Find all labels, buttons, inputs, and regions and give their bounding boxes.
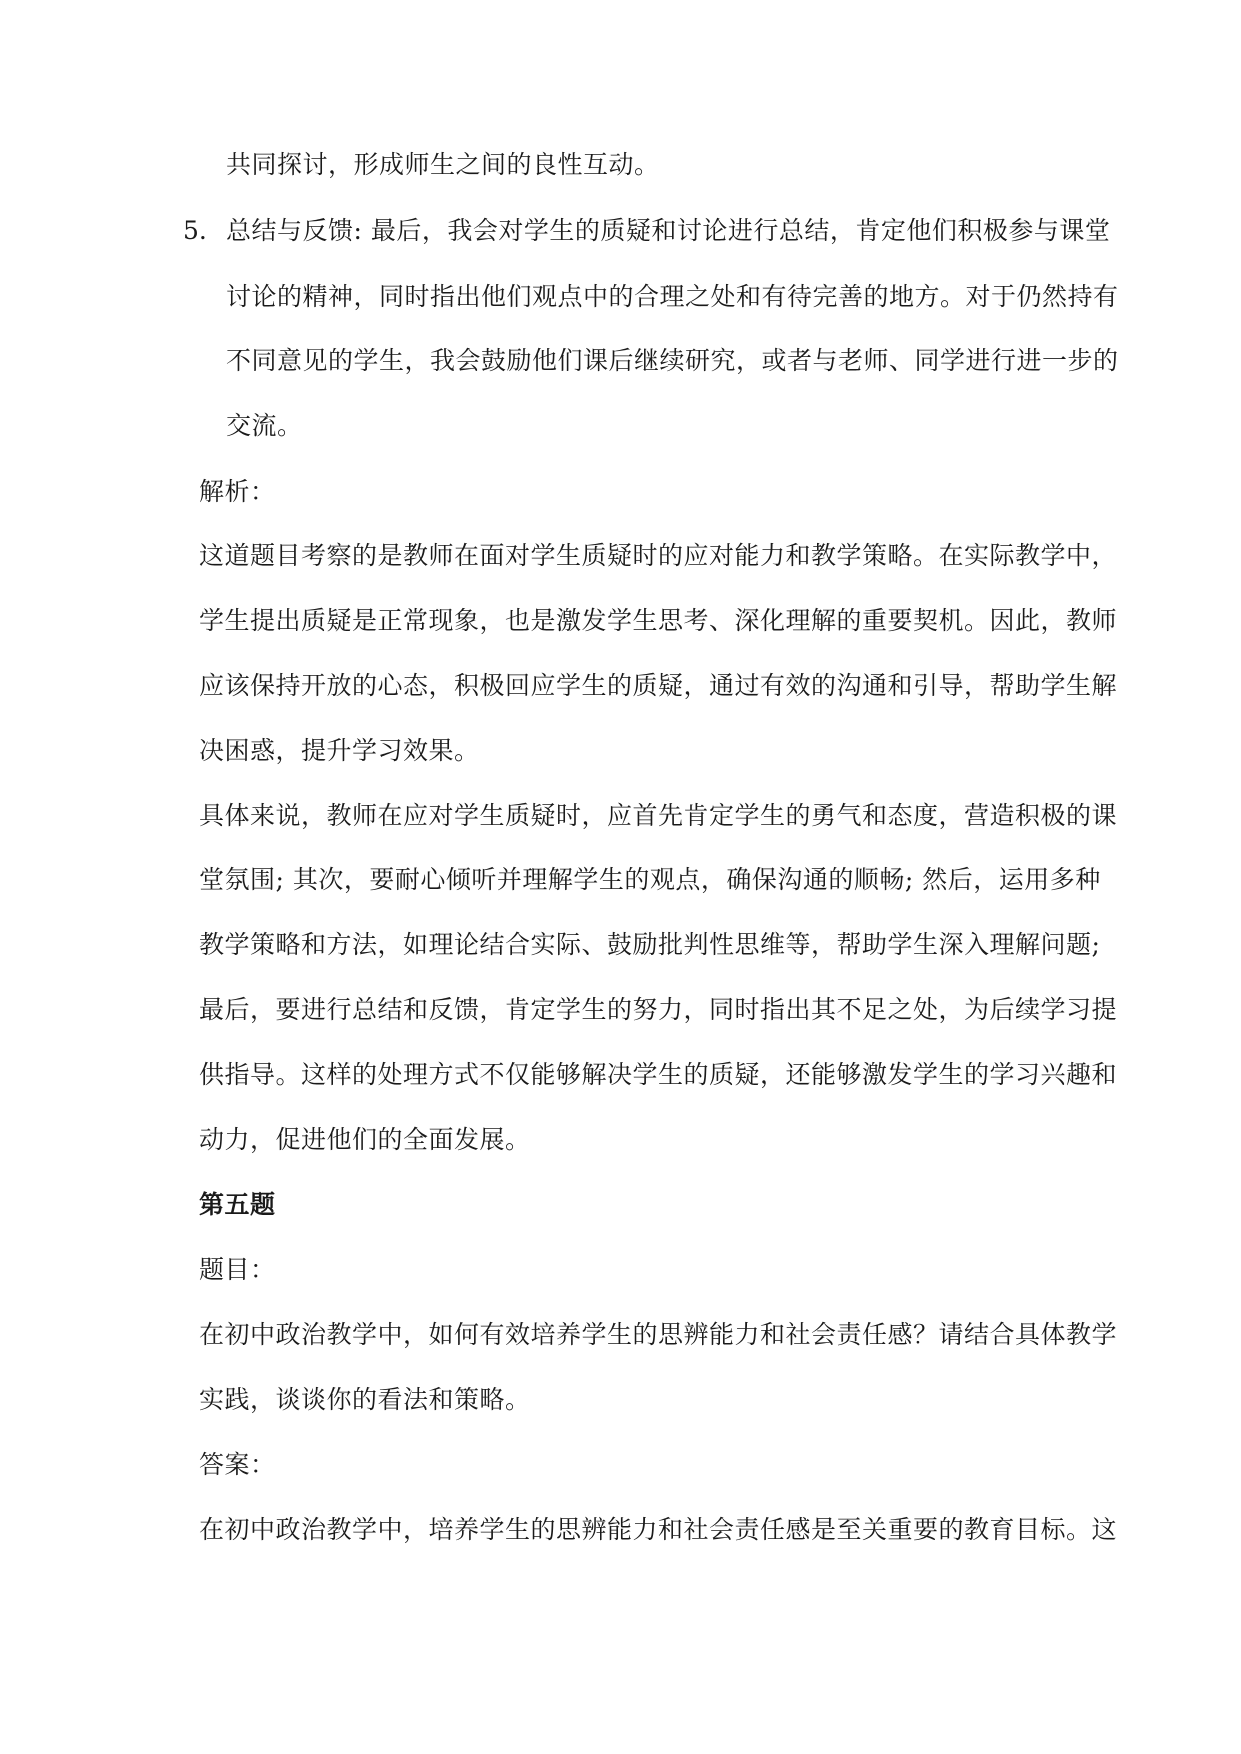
answer-line-1: 在初中政治教学中，培养学生的思辨能力和社会责任感是至关重要的教育目标。这	[199, 1515, 1118, 1544]
analysis-p1-line-4: 决困惑，提升学习效果。	[199, 736, 480, 765]
answer-label: 答案：	[199, 1450, 276, 1479]
analysis-p2-line-1: 具体来说，教师在应对学生质疑时，应首先肯定学生的勇气和态度，营造积极的课	[199, 801, 1118, 830]
item5-line-4: 交流。	[226, 411, 303, 440]
analysis-p1-line-2: 学生提出质疑是正常现象，也是激发学生思考、深化理解的重要契机。因此，教师	[199, 606, 1118, 635]
analysis-p2-line-6: 动力，促进他们的全面发展。	[199, 1125, 531, 1154]
question5-heading: 第五题	[199, 1190, 276, 1219]
analysis-p2-line-2: 堂氛围; 其次，要耐心倾听并理解学生的观点，确保沟通的顺畅; 然后，运用多种	[199, 865, 1101, 894]
item5-line-3: 不同意见的学生，我会鼓励他们课后继续研究，或者与老师、同学进行进一步的	[226, 346, 1119, 375]
analysis-p2-line-4: 最后，要进行总结和反馈，肯定学生的努力，同时指出其不足之处，为后续学习提	[199, 995, 1118, 1024]
analysis-p1-line-3: 应该保持开放的心态，积极回应学生的质疑，通过有效的沟通和引导，帮助学生解	[199, 671, 1118, 700]
question-label: 题目：	[199, 1255, 276, 1284]
question-line-1: 在初中政治教学中，如何有效培养学生的思辨能力和社会责任感？请结合具体教学	[199, 1320, 1118, 1349]
analysis-label: 解析：	[199, 477, 276, 506]
item5-line-2: 讨论的精神，同时指出他们观点中的合理之处和有待完善的地方。对于仍然持有	[226, 282, 1119, 311]
analysis-p2-line-5: 供指导。这样的处理方式不仅能够解决学生的质疑，还能够激发学生的学习兴趣和	[199, 1060, 1118, 1089]
analysis-p2-line-3: 教学策略和方法，如理论结合实际、鼓励批判性思维等，帮助学生深入理解问题;	[199, 930, 1101, 959]
item4-continuation: 共同探讨，形成师生之间的良性互动。	[226, 150, 660, 179]
item5-line-1: 总结与反馈: 最后，我会对学生的质疑和讨论进行总结，肯定他们积极参与课堂	[226, 216, 1111, 245]
analysis-p1-line-1: 这道题目考察的是教师在面对学生质疑时的应对能力和教学策略。在实际教学中，	[199, 541, 1118, 570]
question-line-2: 实践，谈谈你的看法和策略。	[199, 1385, 531, 1414]
list-number-5: 5.	[183, 216, 207, 245]
